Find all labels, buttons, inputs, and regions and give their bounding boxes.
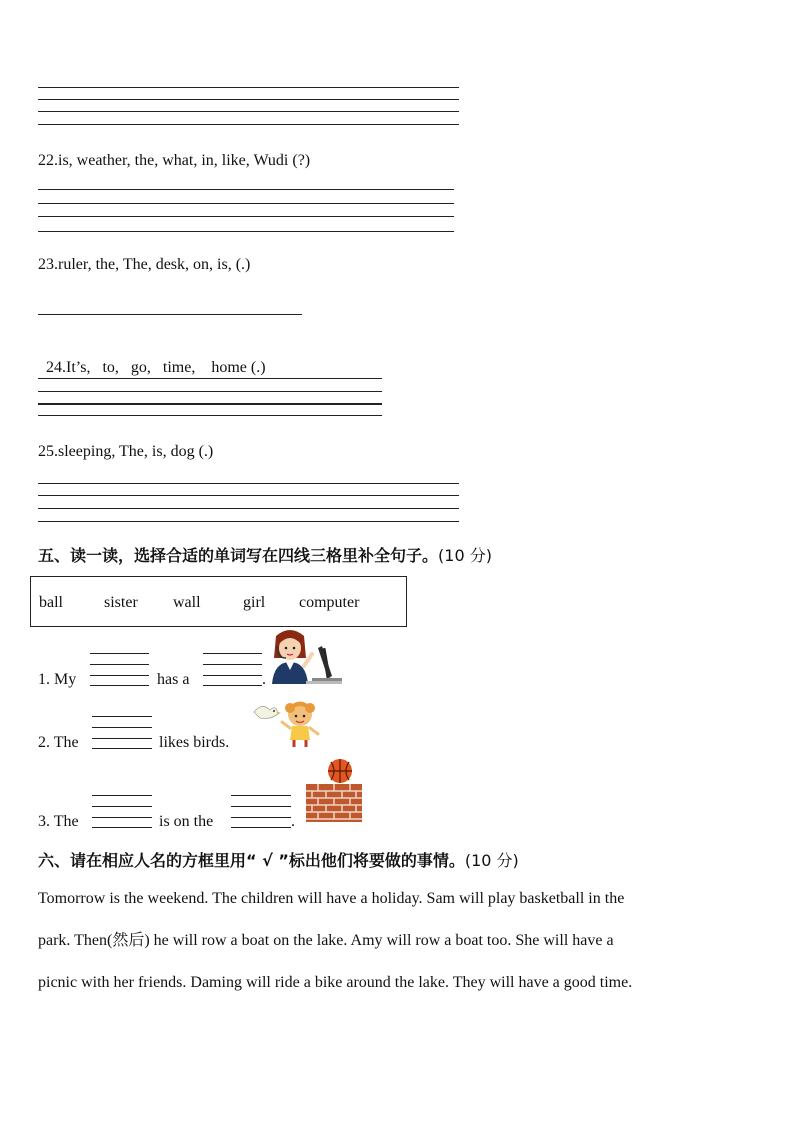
question-number: 22. xyxy=(38,152,58,169)
sentence-3-middle: is on the xyxy=(159,813,214,830)
ball-on-wall-picture xyxy=(304,758,364,824)
word-computer: computer xyxy=(299,594,360,611)
word-girl: girl xyxy=(243,594,266,611)
question-text: ruler, the, The, desk, on, is, (.) xyxy=(58,256,251,273)
reading-line-1: Tomorrow is the weekend. The children will have a holiday. Sam will play basketball in the xyxy=(38,890,625,907)
sentence-1-start: 1. My xyxy=(38,671,77,688)
section-points: (10 分) xyxy=(438,546,492,565)
four-line-blank-3a[interactable] xyxy=(92,795,152,828)
section-points: (10 分) xyxy=(464,851,519,870)
word-bank xyxy=(30,576,407,627)
sentence-3-start: 3. The xyxy=(38,813,79,830)
sentence-1-end: . xyxy=(262,671,266,688)
sentence-2-start: 2. The xyxy=(38,734,79,751)
sentence-1-middle: has a xyxy=(157,671,190,688)
four-line-blank-2[interactable] xyxy=(92,716,152,749)
question-text: sleeping, The, is, dog (.) xyxy=(58,443,214,460)
sentence-2-end: likes birds. xyxy=(159,734,230,751)
section-6-title: 六、请在相应人名的方框里用“ √ ”标出他们将要做的事情。(10 分) xyxy=(38,851,519,870)
question-24 xyxy=(38,338,266,378)
reading-line-3: picnic with her friends. Daming will ride a bike around the lake. They will have a good time. xyxy=(38,974,633,991)
question-number: 24. xyxy=(46,359,66,376)
word-ball: ball xyxy=(39,594,63,611)
four-line-blank-3b[interactable] xyxy=(231,795,291,828)
four-line-blank-1a[interactable] xyxy=(90,653,149,686)
girl-bird-picture xyxy=(250,696,324,748)
question-23 xyxy=(38,255,250,275)
question-text: is, weather, the, what, in, like, Wudi (?) xyxy=(58,152,311,169)
girl-computer-picture xyxy=(268,628,344,688)
question-number: 25. xyxy=(38,443,58,460)
reading-line-2: park. Then(然后) he will row a boat on the lake. Amy will row a boat too. She will have a xyxy=(38,932,614,949)
sentence-3-end: . xyxy=(291,813,295,830)
question-number: 23. xyxy=(38,256,58,273)
question-25 xyxy=(38,442,213,462)
question-text: It’s, to, go, time, home (.) xyxy=(66,359,266,376)
question-22 xyxy=(38,151,310,171)
word-sister: sister xyxy=(104,594,138,611)
section-5-title: 五、读一读，选择合适的单词写在四线三格里补全句子。(10 分) xyxy=(38,546,492,565)
word-wall: wall xyxy=(173,594,201,611)
four-line-blank-1b[interactable] xyxy=(203,653,262,686)
